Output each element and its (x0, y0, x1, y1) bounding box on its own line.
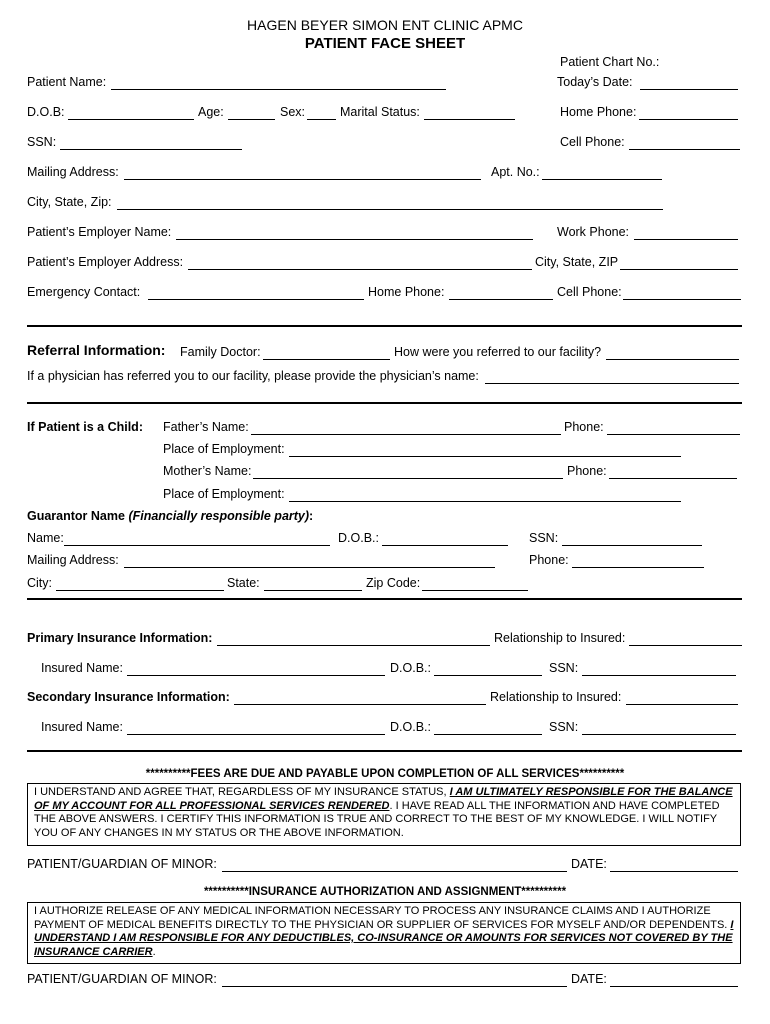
referral-heading: Referral Information: (27, 342, 166, 358)
section-divider (27, 750, 742, 752)
fees-text-2: . I HAVE READ ALL THE INFORMATION AND HAVE COMPLETED THE ABOVE ANSWERS. I CERTIFY THIS INFORMATION IS TRUE AND CORRECT TO THE BEST OF MY KNOWLEDGE. I WILL NOTIFY YOU OF ANY CHANGES IN MY STATUS OR THE ABOVE INFORMATION. (34, 799, 720, 839)
guarantor-ssn-label: SSN: (529, 531, 559, 545)
employer-city-label: City, State, ZIP (535, 255, 619, 269)
mother-name-field[interactable] (253, 466, 563, 479)
guarantor-zip-label: Zip Code: (366, 576, 421, 590)
guarantor-name-label: Name: (27, 531, 64, 545)
sex-field[interactable] (307, 107, 336, 120)
mother-name-label: Mother’s Name: (163, 464, 252, 478)
sex-label: Sex: (280, 105, 306, 119)
fees-text-emphasis: I AM ULTIMATELY RESPONSIBLE FOR THE BALANCE OF MY ACCOUNT FOR ALL PROFESSIONAL SERVICES RENDERED (34, 786, 733, 812)
cell-phone-field[interactable] (629, 137, 740, 150)
guarantor-heading-text: Guarantor Name (27, 509, 125, 523)
guarantor-heading (27, 509, 313, 524)
primary-insured-dob-label: D.O.B.: (390, 661, 431, 675)
guarantor-colon: : (309, 509, 314, 523)
secondary-relationship-label: Relationship to Insured: (490, 690, 622, 704)
emergency-contact-field[interactable] (148, 287, 364, 300)
patient-chart-no-label: Patient Chart No.: (560, 55, 660, 69)
signature-label-2: PATIENT/GUARDIAN OF MINOR: (27, 972, 217, 986)
father-name-label: Father’s Name: (163, 420, 249, 434)
father-name-field[interactable] (251, 422, 561, 435)
section-divider (27, 598, 742, 600)
todays-date-label: Today’s Date: (557, 75, 633, 89)
emergency-contact-label: Emergency Contact: (27, 285, 141, 299)
page-title: PATIENT FACE SHEET (304, 35, 466, 52)
father-employment-field[interactable] (289, 444, 681, 457)
auth-heading: **********INSURANCE AUTHORIZATION AND ASSIGNMENT********** (203, 886, 567, 898)
employer-name-field[interactable] (176, 227, 533, 240)
guarantor-ssn-field[interactable] (562, 533, 702, 546)
primary-insurance-label: Primary Insurance Information: (27, 631, 213, 645)
fees-agreement-box (27, 783, 741, 846)
date-label-1: DATE: (571, 857, 607, 871)
cell-phone-label: Cell Phone: (560, 135, 625, 149)
physician-label: If a physician has referred you to our facility, please provide the physician’s name: (27, 369, 479, 383)
section-divider (27, 325, 742, 327)
secondary-insured-name-field[interactable] (127, 722, 385, 735)
secondary-relationship-field[interactable] (626, 692, 738, 705)
date-label-2: DATE: (571, 972, 607, 986)
patient-name-label: Patient Name: (27, 75, 107, 89)
guarantor-note: (Financially responsible party) (128, 509, 310, 523)
primary-insurance-field[interactable] (217, 633, 490, 646)
patient-name-field[interactable] (111, 77, 446, 90)
mailing-address-field[interactable] (124, 167, 481, 180)
mother-phone-label: Phone: (567, 464, 607, 478)
secondary-insured-name-label: Insured Name: (41, 720, 123, 734)
mother-phone-field[interactable] (609, 466, 737, 479)
auth-text-1: I AUTHORIZE RELEASE OF ANY MEDICAL INFORMATION NECESSARY TO PROCESS ANY INSURANCE CLAIMS AND I AUTHORIZE PAYMENT OF MEDICAL BENEFITS DIRECTLY TO THE PHYSICIAN OR SUPPLIER OF SERVICES FOR MYSELF AND/OR DEPENDENTS. (34, 905, 731, 931)
dob-label: D.O.B: (27, 105, 65, 119)
age-label: Age: (198, 105, 224, 119)
mother-employment-label: Place of Employment: (163, 487, 285, 501)
father-phone-label: Phone: (564, 420, 604, 434)
secondary-insured-dob-field[interactable] (434, 722, 542, 735)
emergency-cell-phone-label: Cell Phone: (557, 285, 622, 299)
home-phone-field[interactable] (639, 107, 738, 120)
signature-field-2[interactable] (222, 974, 567, 987)
guarantor-dob-label: D.O.B.: (338, 531, 379, 545)
auth-box (27, 902, 741, 964)
mother-employment-field[interactable] (289, 489, 681, 502)
work-phone-field[interactable] (634, 227, 738, 240)
father-phone-field[interactable] (607, 422, 740, 435)
section-divider (27, 402, 742, 404)
employer-address-label: Patient’s Employer Address: (27, 255, 184, 269)
primary-insured-ssn-field[interactable] (582, 663, 736, 676)
employer-address-field[interactable] (188, 257, 532, 270)
primary-relationship-label: Relationship to Insured: (494, 631, 626, 645)
apt-no-label: Apt. No.: (491, 165, 540, 179)
primary-insured-name-field[interactable] (127, 663, 385, 676)
child-heading: If Patient is a Child: (27, 420, 143, 434)
signature-field-1[interactable] (222, 859, 567, 872)
clinic-name: HAGEN BEYER SIMON ENT CLINIC APMC (247, 17, 523, 33)
guarantor-dob-field[interactable] (382, 533, 508, 546)
fees-heading: **********FEES ARE DUE AND PAYABLE UPON COMPLETION OF ALL SERVICES********** (145, 768, 625, 780)
emergency-home-phone-label: Home Phone: (368, 285, 445, 299)
work-phone-label: Work Phone: (557, 225, 630, 239)
employer-name-label: Patient’s Employer Name: (27, 225, 172, 239)
guarantor-mailing-field[interactable] (124, 555, 495, 568)
guarantor-state-label: State: (227, 576, 260, 590)
secondary-insurance-field[interactable] (234, 692, 486, 705)
todays-date-field[interactable] (640, 77, 738, 90)
guarantor-mailing-label: Mailing Address: (27, 553, 119, 567)
family-doctor-label: Family Doctor: (180, 345, 261, 359)
ssn-field[interactable] (60, 137, 242, 150)
city-state-zip-label: City, State, Zip: (27, 195, 112, 209)
date-field-1[interactable] (610, 859, 738, 872)
age-field[interactable] (228, 107, 275, 120)
mailing-address-label: Mailing Address: (27, 165, 119, 179)
secondary-insured-ssn-label: SSN: (549, 720, 579, 734)
how-referred-field[interactable] (606, 347, 739, 360)
auth-text-emphasis: I UNDERSTAND I AM RESPONSIBLE FOR ANY DEDUCTIBLES, CO-INSURANCE OR AMOUNTS FOR SERVICES NOT COVERED BY THE INSURANCE CARRIER (34, 918, 734, 958)
city-state-zip-field[interactable] (117, 197, 663, 210)
guarantor-city-label: City: (27, 576, 52, 590)
guarantor-name-field[interactable] (64, 533, 330, 546)
secondary-insurance-label: Secondary Insurance Information: (27, 690, 230, 704)
marital-status-label: Marital Status: (340, 105, 420, 119)
signature-label-1: PATIENT/GUARDIAN OF MINOR: (27, 857, 217, 871)
apt-no-field[interactable] (542, 167, 662, 180)
family-doctor-field[interactable] (263, 347, 390, 360)
primary-insured-name-label: Insured Name: (41, 661, 123, 675)
emergency-cell-phone-field[interactable] (623, 287, 741, 300)
fees-text-1: I UNDERSTAND AND AGREE THAT, REGARDLESS OF MY INSURANCE STATUS, (34, 786, 450, 798)
marital-status-field[interactable] (424, 107, 515, 120)
emergency-home-phone-field[interactable] (449, 287, 553, 300)
father-employment-label: Place of Employment: (163, 442, 285, 456)
guarantor-phone-field[interactable] (572, 555, 704, 568)
guarantor-city-field[interactable] (56, 578, 224, 591)
ssn-label: SSN: (27, 135, 57, 149)
secondary-insured-ssn-field[interactable] (582, 722, 736, 735)
primary-insured-dob-field[interactable] (434, 663, 542, 676)
secondary-insured-dob-label: D.O.B.: (390, 720, 431, 734)
primary-insured-ssn-label: SSN: (549, 661, 579, 675)
primary-relationship-field[interactable] (629, 633, 742, 646)
auth-text-2: . (152, 945, 156, 958)
guarantor-zip-field[interactable] (422, 578, 528, 591)
date-field-2[interactable] (610, 974, 738, 987)
home-phone-label: Home Phone: (560, 105, 637, 119)
dob-field[interactable] (68, 107, 194, 120)
physician-field[interactable] (485, 371, 739, 384)
guarantor-state-field[interactable] (264, 578, 362, 591)
guarantor-phone-label: Phone: (529, 553, 569, 567)
how-referred-label: How were you referred to our facility? (394, 345, 602, 359)
employer-city-field[interactable] (620, 257, 738, 270)
